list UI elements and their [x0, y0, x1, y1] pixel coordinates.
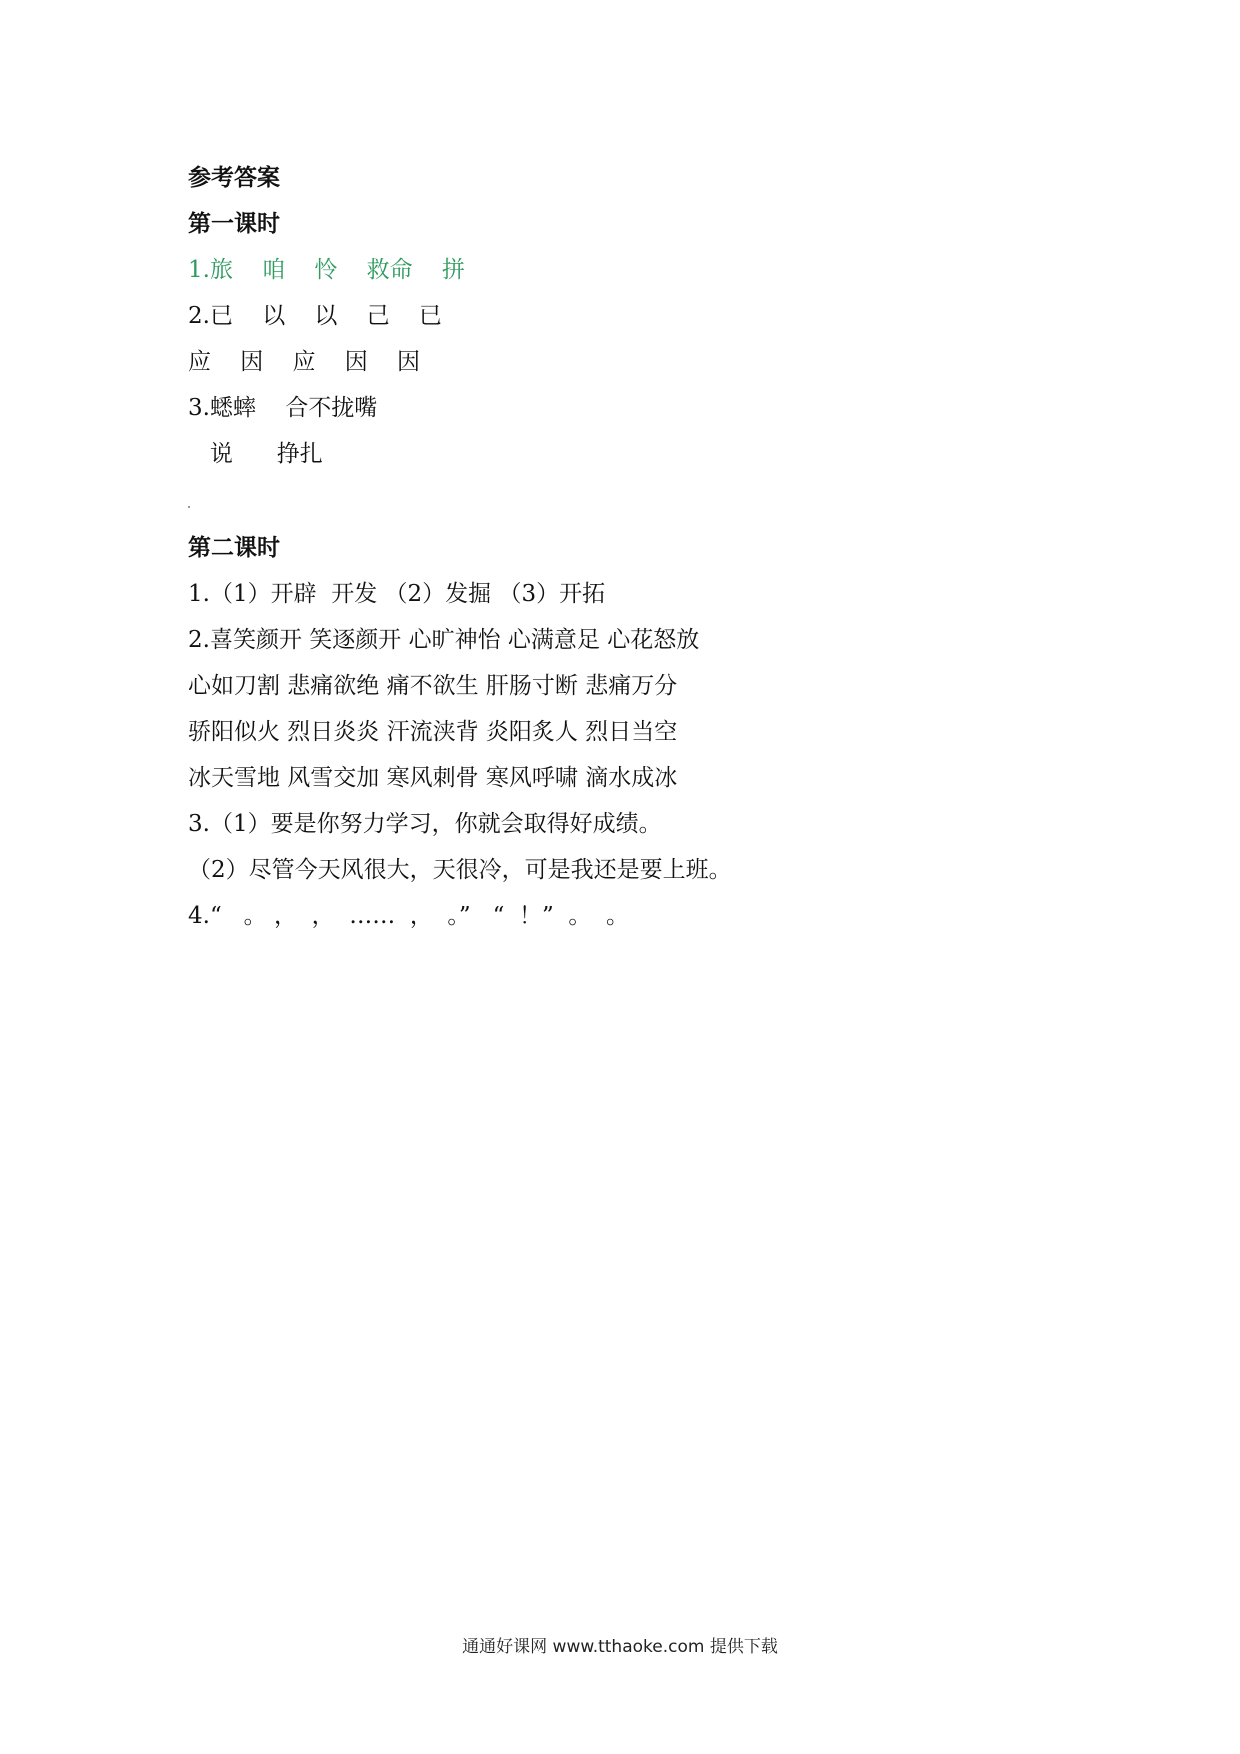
lesson2-answer-2-line4: 冰天雪地 风雪交加 寒风刺骨 寒风呼啸 滴水成冰 [188, 765, 678, 791]
footer-source: 通通好课网 www.tthaoke.com 提供下载 [462, 1637, 778, 1657]
lesson1-answer-1: 1.旅 咱 怜 救命 拼 [188, 257, 465, 283]
stray-dot [188, 506, 190, 508]
page-title: 参考答案 [188, 164, 280, 191]
lesson2-answer-4: 4.“ 。 ， ， …… ， 。” “ ！” 。 。 [188, 903, 630, 929]
lesson2-answer-3-line2: （2）尽管今天风很大，天很冷，可是我还是要上班。 [188, 857, 732, 883]
lesson1-answer-3-line2: 说 挣扎 [188, 441, 323, 467]
lesson1-answer-3-line1: 3.蟋蟀 合不拢嘴 [188, 395, 378, 421]
lesson1-answer-2-line1: 2.已 以 以 己 已 [188, 303, 442, 329]
lesson2-heading: 第二课时 [188, 534, 280, 561]
lesson1-heading: 第一课时 [188, 210, 280, 237]
lesson1-answer-2-line2: 应 因 应 因 因 [188, 349, 420, 375]
lesson2-answer-2-line2: 心如刀割 悲痛欲绝 痛不欲生 肝肠寸断 悲痛万分 [188, 673, 678, 699]
lesson2-answer-2-line3: 骄阳似火 烈日炎炎 汗流浃背 炎阳炙人 烈日当空 [188, 719, 678, 745]
lesson2-answer-3-line1: 3.（1）要是你努力学习，你就会取得好成绩。 [188, 811, 662, 837]
lesson2-answer-1: 1.（1）开辟 开发 （2）发掘 （3）开拓 [188, 581, 606, 607]
lesson2-answer-2-line1: 2.喜笑颜开 笑逐颜开 心旷神怡 心满意足 心花怒放 [188, 627, 700, 653]
